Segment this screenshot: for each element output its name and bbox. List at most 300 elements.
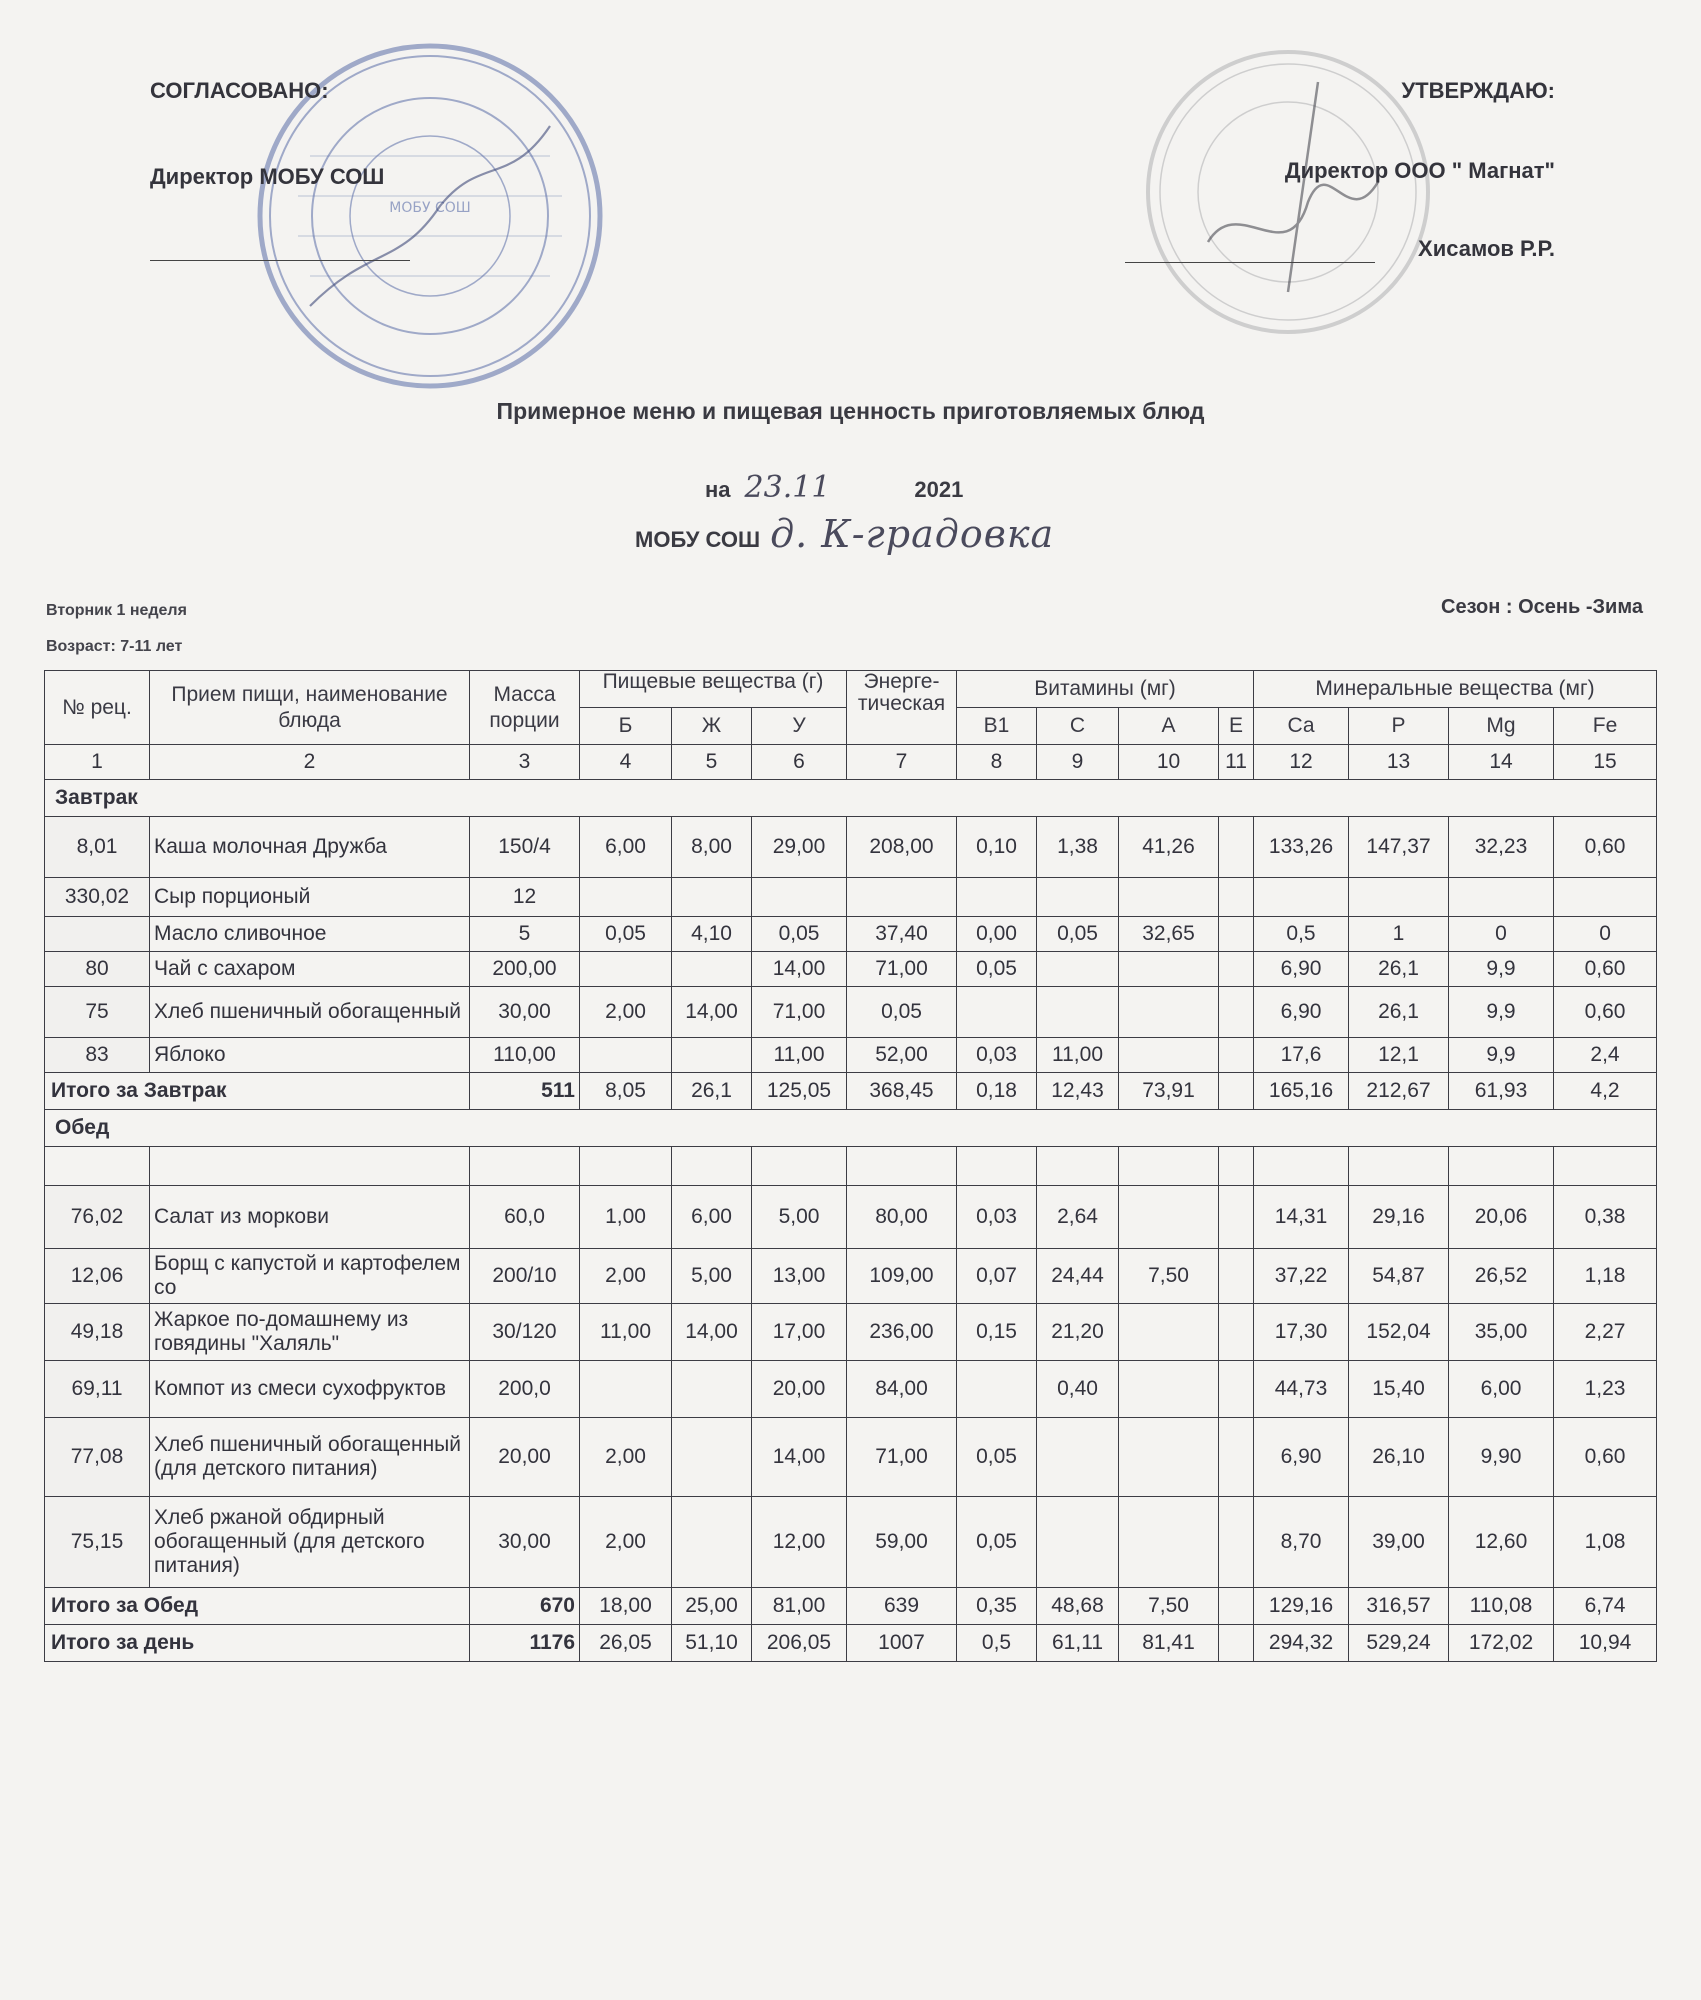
value-cell: 2,00 — [580, 1497, 672, 1588]
value-cell: 0,60 — [1554, 987, 1657, 1038]
value-cell: 11,00 — [752, 1038, 847, 1073]
value-cell: 2,00 — [580, 987, 672, 1038]
value-cell — [1449, 878, 1554, 917]
header-c: С — [1037, 708, 1119, 745]
value-cell: 32,23 — [1449, 817, 1554, 878]
empty-cell — [672, 1147, 752, 1186]
value-cell: 14,00 — [672, 1304, 752, 1361]
empty-row — [45, 1147, 1657, 1186]
total-value-cell: 51,10 — [672, 1625, 752, 1662]
dish-name-cell: Каша молочная Дружба — [150, 817, 470, 878]
value-cell: 15,40 — [1349, 1361, 1449, 1418]
column-number: 5 — [672, 745, 752, 780]
value-cell: 12,00 — [752, 1497, 847, 1588]
value-cell: 14,00 — [752, 1418, 847, 1497]
value-cell: 37,40 — [847, 917, 957, 952]
handwritten-date: 23.11 — [744, 470, 831, 505]
value-cell — [580, 952, 672, 987]
rec-number-cell: 8,01 — [45, 817, 150, 878]
value-cell: 37,22 — [1254, 1249, 1349, 1304]
column-number: 15 — [1554, 745, 1657, 780]
value-cell: 11,00 — [580, 1304, 672, 1361]
value-cell — [672, 1038, 752, 1073]
value-cell: 6,90 — [1254, 952, 1349, 987]
total-value-cell: 0,18 — [957, 1073, 1037, 1110]
header-minerals: Минеральные вещества (мг) — [1254, 671, 1657, 708]
value-cell: 2,00 — [580, 1249, 672, 1304]
value-cell: 152,04 — [1349, 1304, 1449, 1361]
value-cell: 13,00 — [752, 1249, 847, 1304]
school-prefix: МОБУ СОШ — [635, 527, 761, 552]
value-cell: 52,00 — [847, 1038, 957, 1073]
table-row — [45, 1038, 1657, 1073]
value-cell: 0,60 — [1554, 1418, 1657, 1497]
total-value-cell: 165,16 — [1254, 1073, 1349, 1110]
value-cell — [1119, 878, 1219, 917]
menu-table — [44, 670, 1657, 1662]
value-cell — [1119, 1497, 1219, 1588]
value-cell: 0,5 — [1254, 917, 1349, 952]
column-number: 4 — [580, 745, 672, 780]
value-cell — [1219, 987, 1254, 1038]
value-cell: 12,1 — [1349, 1038, 1449, 1073]
table-row — [45, 817, 1657, 878]
column-numbers-row — [45, 745, 1657, 780]
table-row — [45, 987, 1657, 1038]
total-label: Итого за Обед — [45, 1588, 470, 1625]
value-cell — [672, 1497, 752, 1588]
header-e: Е — [1219, 708, 1254, 745]
total-value-cell — [1219, 1625, 1254, 1662]
header-fe: Fe — [1554, 708, 1657, 745]
empty-cell — [580, 1147, 672, 1186]
value-cell: 30,00 — [470, 987, 580, 1038]
total-value-cell: 18,00 — [580, 1588, 672, 1625]
value-cell: 20,00 — [470, 1418, 580, 1497]
right-signatory-position: Директор ООО " Магнат" — [1284, 158, 1555, 183]
table-row — [45, 1497, 1657, 1588]
total-value-cell: 8,05 — [580, 1073, 672, 1110]
value-cell: 1,23 — [1554, 1361, 1657, 1418]
value-cell: 6,00 — [580, 817, 672, 878]
total-value-cell — [1219, 1073, 1254, 1110]
rec-number-cell: 80 — [45, 952, 150, 987]
dish-name-cell: Хлеб пшеничный обогащенный (для детского питания) — [150, 1418, 470, 1497]
agreed-label: СОГЛАСОВАНО: — [150, 78, 329, 103]
column-number: 10 — [1119, 745, 1219, 780]
value-cell — [1037, 952, 1119, 987]
dish-name-cell: Компот из смеси сухофруктов — [150, 1361, 470, 1418]
rec-number-cell: 75,15 — [45, 1497, 150, 1588]
total-row-breakfast_total — [45, 1073, 1657, 1110]
column-number: 2 — [150, 745, 470, 780]
value-cell — [1119, 1418, 1219, 1497]
value-cell: 6,90 — [1254, 1418, 1349, 1497]
school-line — [635, 512, 1054, 556]
value-cell: 26,52 — [1449, 1249, 1554, 1304]
value-cell: 0,05 — [580, 917, 672, 952]
dish-name-cell: Масло сливочное — [150, 917, 470, 952]
dish-name-cell: Сыр порционый — [150, 878, 470, 917]
dish-name-cell: Хлеб ржаной обдирный обогащенный (для детского питания) — [150, 1497, 470, 1588]
value-cell: 20,00 — [752, 1361, 847, 1418]
value-cell: 17,00 — [752, 1304, 847, 1361]
value-cell — [1219, 1304, 1254, 1361]
value-cell — [1037, 878, 1119, 917]
value-cell: 7,50 — [1119, 1249, 1219, 1304]
header-ca: Са — [1254, 708, 1349, 745]
value-cell: 9,9 — [1449, 987, 1554, 1038]
section-row-lunch — [45, 1110, 1657, 1147]
table-row — [45, 1186, 1657, 1249]
total-value-cell: 0,5 — [957, 1625, 1037, 1662]
value-cell: 133,26 — [1254, 817, 1349, 878]
total-value-cell: 61,11 — [1037, 1625, 1119, 1662]
date-prefix: на — [705, 477, 731, 502]
stamp-center-text: МОБУ СОШ — [389, 200, 471, 216]
value-cell: 21,20 — [1037, 1304, 1119, 1361]
value-cell — [1119, 1304, 1219, 1361]
document-title: Примерное меню и пищевая ценность приготовляемых блюд — [496, 398, 1205, 424]
total-label: Итого за день — [45, 1625, 470, 1662]
rec-number-cell: 83 — [45, 1038, 150, 1073]
total-value-cell: 316,57 — [1349, 1588, 1449, 1625]
value-cell: 0,03 — [957, 1038, 1037, 1073]
empty-cell — [1554, 1147, 1657, 1186]
value-cell: 1,08 — [1554, 1497, 1657, 1588]
table-row — [45, 1361, 1657, 1418]
value-cell: 200,0 — [470, 1361, 580, 1418]
approve-label: УТВЕРЖДАЮ: — [1401, 78, 1555, 103]
value-cell: 11,00 — [1037, 1038, 1119, 1073]
header-mg: Mg — [1449, 708, 1554, 745]
age-label: Возраст: 7-11 лет — [46, 638, 183, 655]
value-cell: 0,38 — [1554, 1186, 1657, 1249]
rec-number-cell: 76,02 — [45, 1186, 150, 1249]
value-cell — [1349, 878, 1449, 917]
right-signatory-name: Хисамов Р.Р. — [1418, 236, 1555, 261]
empty-cell — [1219, 1147, 1254, 1186]
value-cell: 0,05 — [957, 1497, 1037, 1588]
value-cell: 5,00 — [752, 1186, 847, 1249]
table-row — [45, 1418, 1657, 1497]
rec-number-cell: 75 — [45, 987, 150, 1038]
header-row-1 — [45, 671, 1657, 708]
value-cell — [1219, 1249, 1254, 1304]
left-signatory-position: Директор МОБУ СОШ — [150, 164, 385, 189]
value-cell: 0,07 — [957, 1249, 1037, 1304]
value-cell: 26,1 — [1349, 987, 1449, 1038]
total-value-cell: 125,05 — [752, 1073, 847, 1110]
value-cell: 44,73 — [1254, 1361, 1349, 1418]
rec-number-cell: 49,18 — [45, 1304, 150, 1361]
value-cell — [1119, 1038, 1219, 1073]
value-cell: 17,6 — [1254, 1038, 1349, 1073]
value-cell: 26,1 — [1349, 952, 1449, 987]
value-cell: 14,00 — [672, 987, 752, 1038]
value-cell: 14,00 — [752, 952, 847, 987]
section-title-breakfast: Завтрак — [45, 780, 1657, 817]
value-cell: 0,03 — [957, 1186, 1037, 1249]
value-cell: 12,60 — [1449, 1497, 1554, 1588]
value-cell — [1037, 1418, 1119, 1497]
value-cell: 147,37 — [1349, 817, 1449, 878]
total-value-cell: 172,02 — [1449, 1625, 1554, 1662]
value-cell: 39,00 — [1349, 1497, 1449, 1588]
value-cell — [672, 878, 752, 917]
value-cell: 2,00 — [580, 1418, 672, 1497]
value-cell: 2,27 — [1554, 1304, 1657, 1361]
total-value-cell: 206,05 — [752, 1625, 847, 1662]
empty-cell — [1349, 1147, 1449, 1186]
total-value-cell: 212,67 — [1349, 1073, 1449, 1110]
empty-cell — [1449, 1147, 1554, 1186]
value-cell — [672, 952, 752, 987]
empty-cell — [1119, 1147, 1219, 1186]
table-row — [45, 1304, 1657, 1361]
total-value-cell: 0,35 — [957, 1588, 1037, 1625]
value-cell: 0,10 — [957, 817, 1037, 878]
value-cell — [1219, 952, 1254, 987]
season-label: Сезон : Осень -Зима — [1441, 596, 1643, 618]
dish-name-cell: Жаркое по-домашнему из говядины "Халяль" — [150, 1304, 470, 1361]
total-value-cell: 6,74 — [1554, 1588, 1657, 1625]
value-cell: 1,00 — [580, 1186, 672, 1249]
dish-name-cell: Яблоко — [150, 1038, 470, 1073]
value-cell: 35,00 — [1449, 1304, 1554, 1361]
value-cell — [1219, 1361, 1254, 1418]
value-cell: 0,05 — [957, 952, 1037, 987]
empty-cell — [1037, 1147, 1119, 1186]
dish-name-cell: Борщ с капустой и картофелем со — [150, 1249, 470, 1304]
date-year: 2021 — [914, 477, 964, 502]
value-cell: 200,00 — [470, 952, 580, 987]
total-value-cell — [1219, 1588, 1254, 1625]
value-cell: 5,00 — [672, 1249, 752, 1304]
rec-number-cell: 77,08 — [45, 1418, 150, 1497]
total-value-cell: 129,16 — [1254, 1588, 1349, 1625]
value-cell: 0 — [1449, 917, 1554, 952]
value-cell: 24,44 — [1037, 1249, 1119, 1304]
total-value-cell: 73,91 — [1119, 1073, 1219, 1110]
value-cell: 109,00 — [847, 1249, 957, 1304]
empty-cell — [1254, 1147, 1349, 1186]
total-value-cell: 81,00 — [752, 1588, 847, 1625]
round-seal-stamp-right — [1138, 42, 1438, 342]
empty-cell — [45, 1147, 150, 1186]
value-cell: 9,90 — [1449, 1418, 1554, 1497]
value-cell: 1,18 — [1554, 1249, 1657, 1304]
empty-cell — [752, 1147, 847, 1186]
value-cell: 30,00 — [470, 1497, 580, 1588]
total-value-cell: 4,2 — [1554, 1073, 1657, 1110]
value-cell — [672, 1361, 752, 1418]
value-cell — [1219, 817, 1254, 878]
header-nutrients: Пищевые вещества (г) — [580, 671, 847, 708]
header-energy: Энерге-тическая — [847, 671, 957, 745]
rec-number-cell: 12,06 — [45, 1249, 150, 1304]
rec-number-cell — [45, 917, 150, 952]
value-cell — [1219, 1186, 1254, 1249]
value-cell: 5 — [470, 917, 580, 952]
total-value-cell: 7,50 — [1119, 1588, 1219, 1625]
header-mass: Масса порции — [470, 671, 580, 745]
value-cell: 71,00 — [847, 1418, 957, 1497]
value-cell: 14,31 — [1254, 1186, 1349, 1249]
value-cell — [1219, 1418, 1254, 1497]
value-cell — [580, 1038, 672, 1073]
day-label: Вторник 1 неделя — [46, 602, 187, 619]
column-number: 12 — [1254, 745, 1349, 780]
value-cell: 30/120 — [470, 1304, 580, 1361]
column-number: 6 — [752, 745, 847, 780]
column-number: 11 — [1219, 745, 1254, 780]
section-title-lunch: Обед — [45, 1110, 1657, 1147]
value-cell — [672, 1418, 752, 1497]
total-value-cell: 81,41 — [1119, 1625, 1219, 1662]
value-cell: 1,38 — [1037, 817, 1119, 878]
total-value-cell: 25,00 — [672, 1588, 752, 1625]
value-cell: 17,30 — [1254, 1304, 1349, 1361]
dish-name-cell: Чай с сахаром — [150, 952, 470, 987]
value-cell — [1119, 952, 1219, 987]
meta-left — [46, 602, 187, 655]
value-cell: 12 — [470, 878, 580, 917]
value-cell: 29,16 — [1349, 1186, 1449, 1249]
value-cell: 71,00 — [847, 952, 957, 987]
value-cell — [957, 987, 1037, 1038]
value-cell: 110,00 — [470, 1038, 580, 1073]
value-cell: 8,70 — [1254, 1497, 1349, 1588]
total-value-cell: 1007 — [847, 1625, 957, 1662]
value-cell: 0,60 — [1554, 817, 1657, 878]
value-cell — [580, 878, 672, 917]
value-cell — [1119, 1186, 1219, 1249]
empty-cell — [150, 1147, 470, 1186]
total-value-cell: 12,43 — [1037, 1073, 1119, 1110]
total-value-cell: 368,45 — [847, 1073, 957, 1110]
total-row-lunch_total — [45, 1588, 1657, 1625]
value-cell — [1219, 1038, 1254, 1073]
value-cell — [1219, 878, 1254, 917]
table-row — [45, 952, 1657, 987]
value-cell: 60,0 — [470, 1186, 580, 1249]
header-rec-number: № рец. — [45, 671, 150, 745]
menu-table-body — [45, 671, 1657, 1662]
section-row-breakfast — [45, 780, 1657, 817]
value-cell — [1037, 1497, 1119, 1588]
column-number: 3 — [470, 745, 580, 780]
column-number: 9 — [1037, 745, 1119, 780]
column-number: 1 — [45, 745, 150, 780]
value-cell: 32,65 — [1119, 917, 1219, 952]
value-cell: 20,06 — [1449, 1186, 1554, 1249]
total-label: Итого за Завтрак — [45, 1073, 470, 1110]
value-cell — [1554, 878, 1657, 917]
header-b: Б — [580, 708, 672, 745]
total-value-cell: 61,93 — [1449, 1073, 1554, 1110]
value-cell: 80,00 — [847, 1186, 957, 1249]
value-cell: 71,00 — [752, 987, 847, 1038]
rec-number-cell: 69,11 — [45, 1361, 150, 1418]
value-cell: 9,9 — [1449, 952, 1554, 987]
value-cell: 8,00 — [672, 817, 752, 878]
table-row — [45, 878, 1657, 917]
header-b1: В1 — [957, 708, 1037, 745]
value-cell: 200/10 — [470, 1249, 580, 1304]
total-value-cell: 529,24 — [1349, 1625, 1449, 1662]
value-cell: 236,00 — [847, 1304, 957, 1361]
value-cell: 150/4 — [470, 817, 580, 878]
value-cell: 0,05 — [847, 987, 957, 1038]
column-number: 7 — [847, 745, 957, 780]
value-cell: 84,00 — [847, 1361, 957, 1418]
total-mass-cell: 1176 — [470, 1625, 580, 1662]
handwritten-school-name: д. К-градовка — [770, 512, 1055, 556]
value-cell — [1037, 987, 1119, 1038]
signature-line-left — [150, 260, 410, 261]
value-cell: 2,64 — [1037, 1186, 1119, 1249]
total-value-cell: 48,68 — [1037, 1588, 1119, 1625]
column-number: 13 — [1349, 745, 1449, 780]
value-cell: 26,10 — [1349, 1418, 1449, 1497]
header-zh: Ж — [672, 708, 752, 745]
value-cell: 0,05 — [752, 917, 847, 952]
total-value-cell: 10,94 — [1554, 1625, 1657, 1662]
value-cell: 0,60 — [1554, 952, 1657, 987]
total-value-cell: 294,32 — [1254, 1625, 1349, 1662]
value-cell — [1219, 917, 1254, 952]
column-number: 8 — [957, 745, 1037, 780]
signature-line-right — [1125, 262, 1375, 263]
total-mass-cell: 670 — [470, 1588, 580, 1625]
value-cell: 4,10 — [672, 917, 752, 952]
column-number: 14 — [1449, 745, 1554, 780]
empty-cell — [957, 1147, 1037, 1186]
value-cell: 41,26 — [1119, 817, 1219, 878]
value-cell — [957, 878, 1037, 917]
value-cell — [752, 878, 847, 917]
value-cell: 54,87 — [1349, 1249, 1449, 1304]
value-cell: 208,00 — [847, 817, 957, 878]
header-a: А — [1119, 708, 1219, 745]
header-vitamins: Витамины (мг) — [957, 671, 1254, 708]
empty-cell — [470, 1147, 580, 1186]
approval-block-left — [150, 78, 385, 189]
value-cell — [847, 878, 957, 917]
value-cell: 0,05 — [957, 1418, 1037, 1497]
rec-number-cell: 330,02 — [45, 878, 150, 917]
value-cell: 59,00 — [847, 1497, 957, 1588]
value-cell: 6,00 — [672, 1186, 752, 1249]
empty-cell — [847, 1147, 957, 1186]
header-p: Р — [1349, 708, 1449, 745]
value-cell: 1 — [1349, 917, 1449, 952]
value-cell: 6,00 — [1449, 1361, 1554, 1418]
value-cell: 9,9 — [1449, 1038, 1554, 1073]
value-cell — [957, 1361, 1037, 1418]
value-cell — [1219, 1497, 1254, 1588]
total-value-cell: 639 — [847, 1588, 957, 1625]
date-line — [705, 470, 963, 505]
total-row-day_total — [45, 1625, 1657, 1662]
header-u: У — [752, 708, 847, 745]
value-cell: 2,4 — [1554, 1038, 1657, 1073]
value-cell: 0,05 — [1037, 917, 1119, 952]
table-row — [45, 917, 1657, 952]
value-cell — [1119, 987, 1219, 1038]
value-cell — [580, 1361, 672, 1418]
